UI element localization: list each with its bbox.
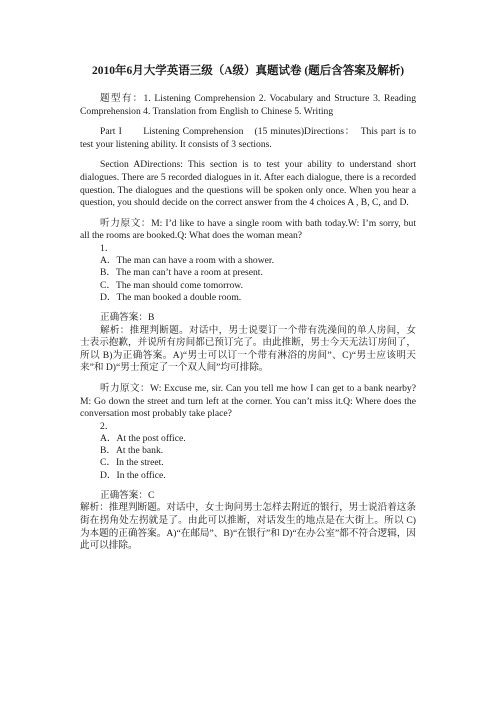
- document-title: 2010年6月大学英语三级（A级）真题试卷 (题后含答案及解析): [91, 65, 405, 77]
- part1-intro: Part I Listening Comprehension (15 minutes)Directions： This part is to test your listening ability. It consists of 3 sections.: [80, 126, 416, 150]
- q1-transcript: 听力原文：M: I’d like to have a single room with bath today.W: I’m sorry, but all the rooms are booked.Q: What does the woman mean?: [80, 217, 416, 242]
- q2-explanation: 解析：推理判断题。对话中，女士询问男士怎样去附近的银行，男士说沿着这条街在拐角处左拐就是了。由此可以推断，对话发生的地点是在大街上。所以 C)为本题的正确答案。A)“在邮局”、B)“在银行”和 D)“在办公室”都不符合逻辑，因此可以排除。: [80, 502, 417, 552]
- q2-transcript: 听力原文：W: Excuse me, sir. Can you tell me how I can get to a bank nearby?M: Go down the street and turn left at the corner. You can’t miss it.Q: Where does the conversation most probably take place?: [80, 382, 416, 420]
- q2-option-c: C．In the street.: [100, 457, 164, 469]
- q2-number: 2．: [100, 420, 115, 432]
- question-types: 题型有：1. Listening Comprehension 2. Vocabulary and Structure 3. Reading Comprehension 4. Translation from English to Chinese 5. Writing: [80, 93, 416, 117]
- q1-option-d: D．The man booked a double room.: [100, 291, 242, 303]
- q1-option-a: A．The man can have a room with a shower.: [100, 255, 274, 267]
- q1-explanation: 解析：推理判断题。对话中，男士说要订一个带有洗澡间的单人房间，女士表示抱歉，并说所有房间都已预订完了。由此推断，男士今天无法订房间了，所以 B)为正确答案。A)“男士可以订一个带有淋浴的房间”、C)“男士应该明天来”和 D)“男士预定了一个双人间”均可排除。: [80, 324, 416, 374]
- q2-option-a: A．At the post office.: [100, 432, 186, 444]
- q1-number: 1．: [100, 242, 115, 254]
- q2-answer: 正确答案：C: [100, 489, 155, 501]
- q2-option-d: D．In the office.: [100, 469, 166, 481]
- q1-option-b: B．The man can’t have a room at present.: [100, 267, 263, 279]
- q2-option-b: B．At the bank.: [100, 445, 164, 457]
- section-a-directions: Section ADirections: This section is to test your ability to understand short dialogues. There are 5 recorded dialogues in it. After each dialogue, there is a recorded question. The dialogues and the questions will be spoken only once. When you hear a question, you should decide on the correct answer from the 4 choices A , B, C, and D.: [80, 159, 416, 209]
- q1-answer: 正确答案：B: [100, 311, 155, 323]
- q1-option-c: C．The man should come tomorrow.: [100, 279, 243, 291]
